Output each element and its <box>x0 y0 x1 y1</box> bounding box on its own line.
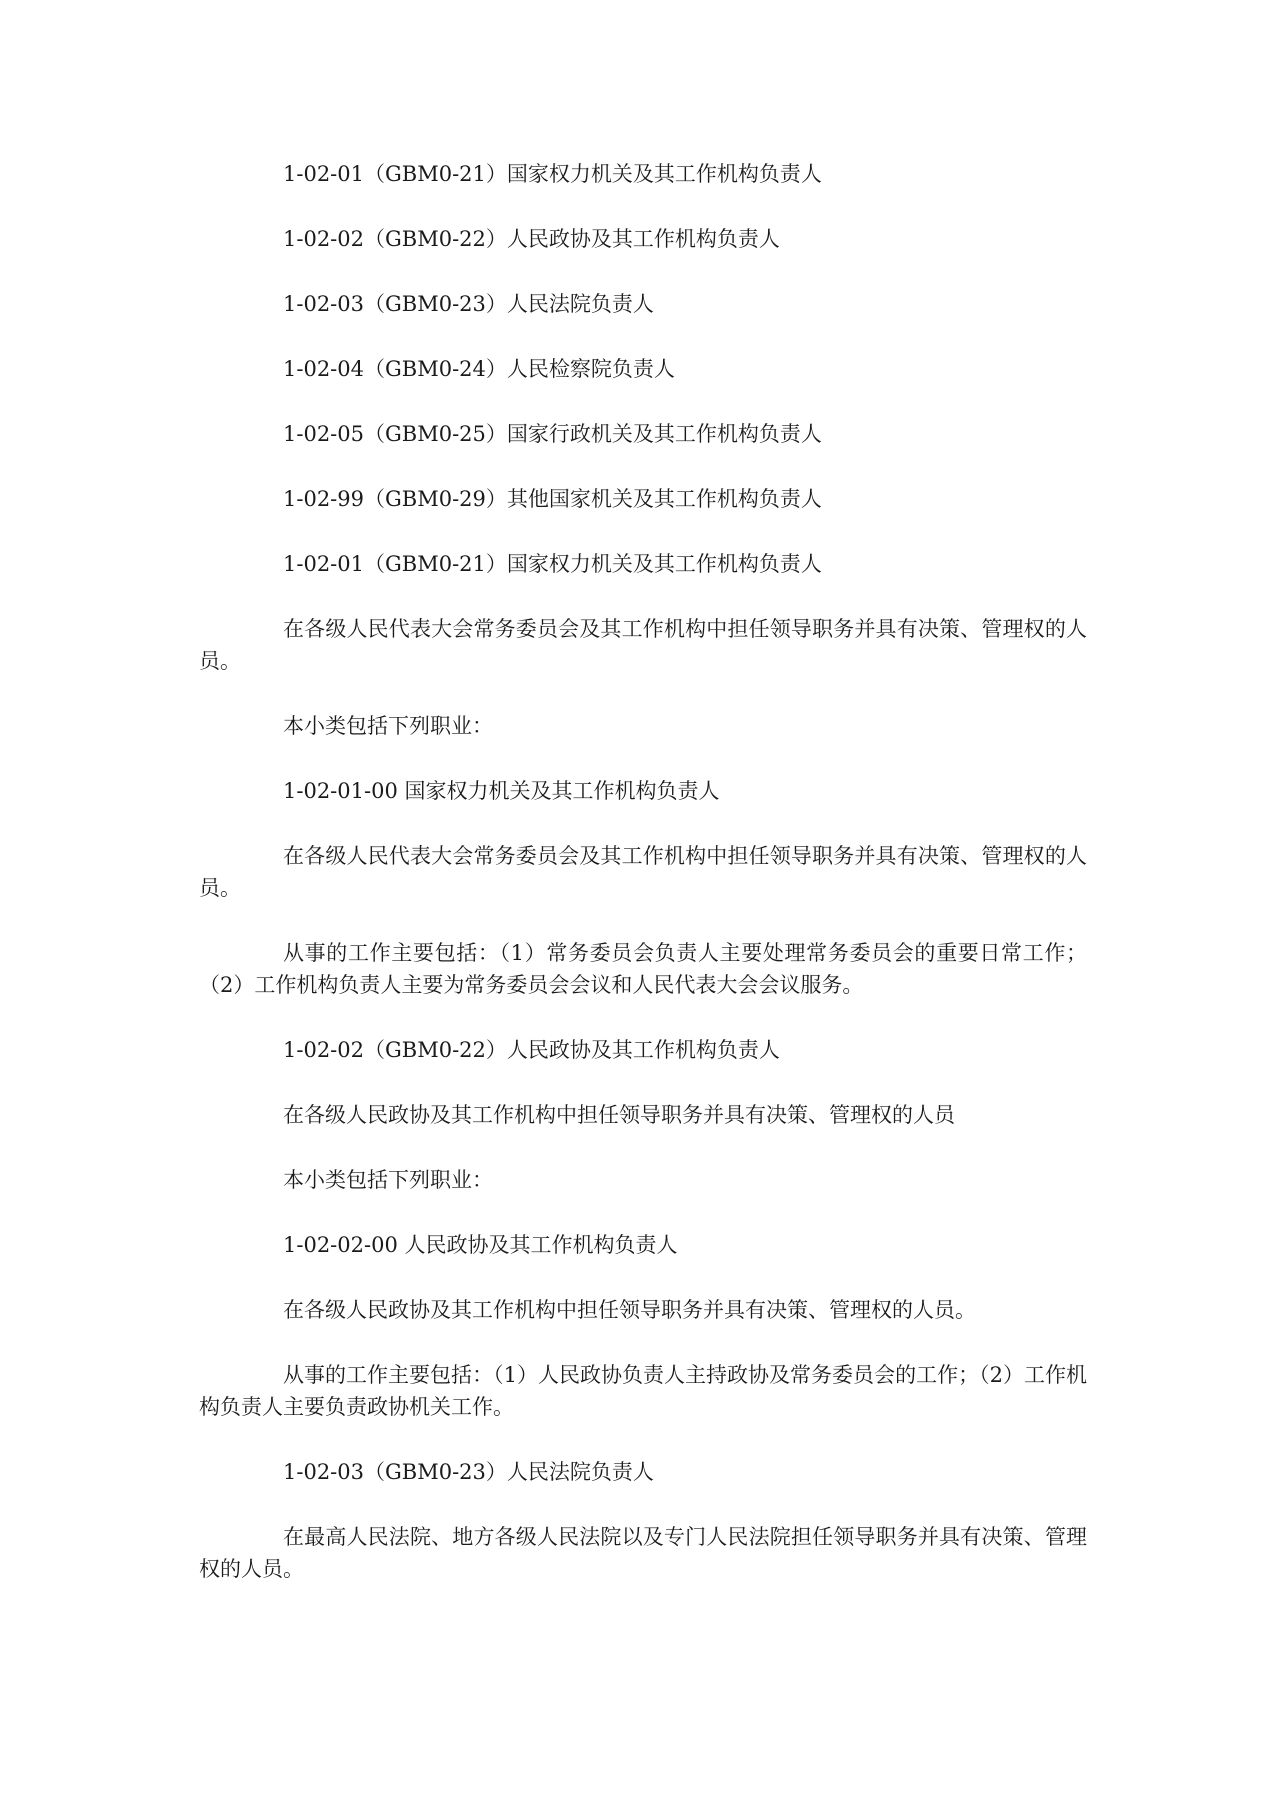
paragraph: 从事的工作主要包括：（1）人民政协负责人主持政协及常务委员会的工作；（2）工作机构负责人主要负责政协机关工作。 <box>199 1363 1087 1419</box>
paragraph: 1-02-02-00 人民政协及其工作机构负责人 <box>283 1233 678 1257</box>
paragraph: 1-02-04（GBM0-24）人民检察院负责人 <box>283 357 675 381</box>
paragraph: 1-02-02（GBM0-22）人民政协及其工作机构负责人 <box>283 227 780 251</box>
paragraph: 1-02-02（GBM0-22）人民政协及其工作机构负责人 <box>283 1038 780 1062</box>
paragraph: 1-02-05（GBM0-25）国家行政机关及其工作机构负责人 <box>283 422 822 446</box>
paragraph: 本小类包括下列职业： <box>283 714 493 738</box>
paragraph: 1-02-01-00 国家权力机关及其工作机构负责人 <box>283 779 720 803</box>
paragraph: 1-02-03（GBM0-23）人民法院负责人 <box>283 292 654 316</box>
paragraph: 从事的工作主要包括：（1）常务委员会负责人主要处理常务委员会的重要日常工作；（2）工作机构负责人主要为常务委员会会议和人民代表大会会议服务。 <box>199 941 1087 997</box>
paragraph: 本小类包括下列职业： <box>283 1168 493 1192</box>
paragraph: 在各级人民代表大会常务委员会及其工作机构中担任领导职务并具有决策、管理权的人员。 <box>199 617 1087 673</box>
document-body <box>199 158 1087 1618</box>
paragraph: 1-02-01（GBM0-21）国家权力机关及其工作机构负责人 <box>283 162 822 186</box>
paragraph: 1-02-01（GBM0-21）国家权力机关及其工作机构负责人 <box>283 552 822 576</box>
paragraph: 1-02-03（GBM0-23）人民法院负责人 <box>283 1460 654 1484</box>
paragraph: 在各级人民政协及其工作机构中担任领导职务并具有决策、管理权的人员。 <box>283 1298 976 1322</box>
paragraph: 在最高人民法院、地方各级人民法院以及专门人民法院担任领导职务并具有决策、管理权的人员。 <box>199 1525 1087 1581</box>
paragraph: 1-02-99（GBM0-29）其他国家机关及其工作机构负责人 <box>283 487 822 511</box>
paragraph: 在各级人民政协及其工作机构中担任领导职务并具有决策、管理权的人员 <box>283 1103 955 1127</box>
paragraph: 在各级人民代表大会常务委员会及其工作机构中担任领导职务并具有决策、管理权的人员。 <box>199 844 1087 900</box>
